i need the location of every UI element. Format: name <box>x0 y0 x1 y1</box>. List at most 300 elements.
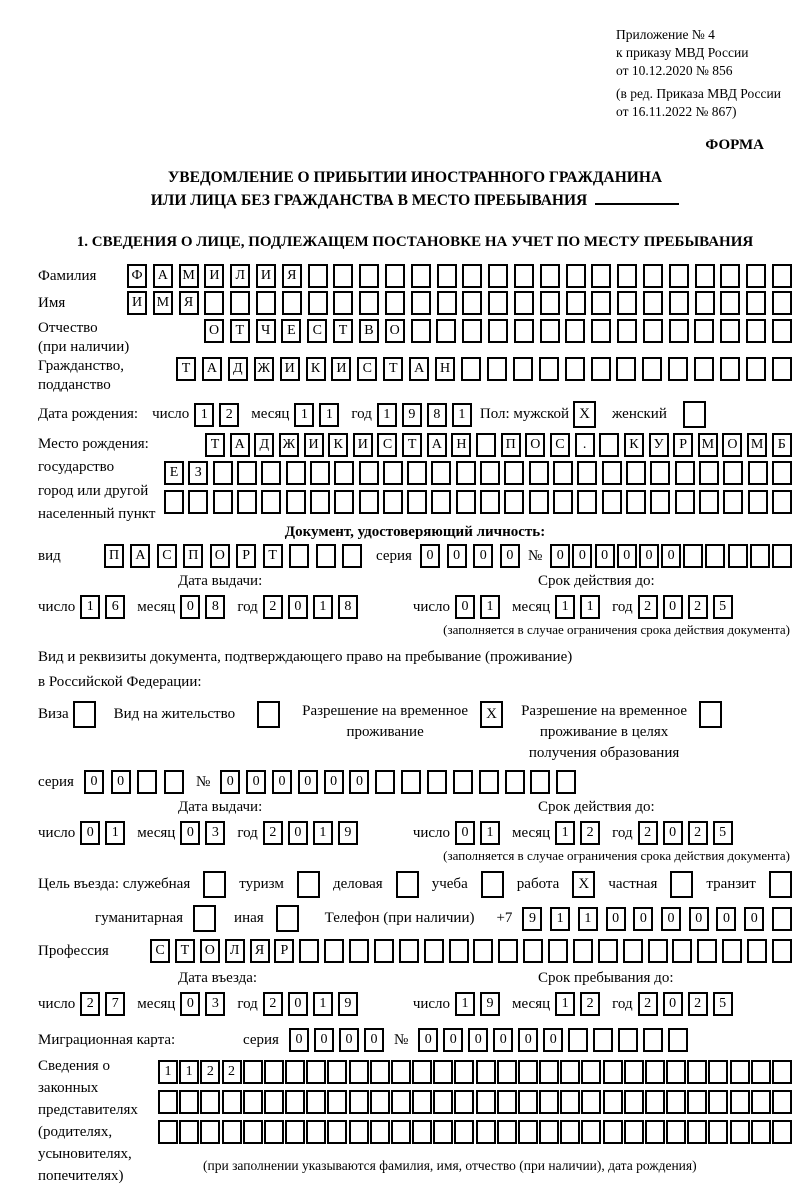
char-cell[interactable] <box>391 1120 411 1144</box>
char-cell[interactable]: Т <box>175 939 195 963</box>
char-cell[interactable] <box>772 319 792 343</box>
char-cell[interactable] <box>560 1060 580 1084</box>
sex-male-checkbox[interactable]: X <box>573 401 596 428</box>
char-cell[interactable]: Д <box>254 433 274 457</box>
char-cell[interactable]: А <box>202 357 222 381</box>
char-cell[interactable]: 0 <box>288 595 308 619</box>
char-cell[interactable] <box>476 1120 496 1144</box>
char-cell[interactable] <box>383 490 403 514</box>
char-cell[interactable] <box>565 357 585 381</box>
char-cell[interactable] <box>720 264 740 288</box>
char-cell[interactable] <box>540 319 560 343</box>
char-cell[interactable] <box>705 544 725 568</box>
char-cell[interactable] <box>591 291 611 315</box>
char-cell[interactable]: 0 <box>663 992 683 1016</box>
char-cell[interactable]: 0 <box>606 907 626 931</box>
char-cell[interactable]: В <box>359 319 379 343</box>
char-cell[interactable] <box>285 1090 305 1114</box>
char-cell[interactable] <box>539 1120 559 1144</box>
char-cell[interactable] <box>497 1090 517 1114</box>
char-cell[interactable]: 1 <box>313 821 333 845</box>
char-cell[interactable] <box>237 490 257 514</box>
char-cell[interactable] <box>720 291 740 315</box>
char-cell[interactable] <box>728 544 748 568</box>
char-cell[interactable] <box>436 319 456 343</box>
char-cell[interactable]: 2 <box>200 1060 220 1084</box>
char-cell[interactable] <box>666 1060 686 1084</box>
char-cell[interactable]: М <box>698 433 718 457</box>
char-cell[interactable] <box>748 490 768 514</box>
char-cell[interactable] <box>687 1120 707 1144</box>
char-cell[interactable]: 0 <box>744 907 764 931</box>
char-cell[interactable]: 0 <box>473 544 493 568</box>
char-cell[interactable] <box>370 1060 390 1084</box>
char-cell[interactable] <box>264 1060 284 1084</box>
char-cell[interactable] <box>462 291 482 315</box>
char-cell[interactable] <box>699 490 719 514</box>
char-cell[interactable]: 0 <box>633 907 653 931</box>
char-cell[interactable] <box>616 357 636 381</box>
char-cell[interactable] <box>327 1090 347 1114</box>
char-cell[interactable]: 0 <box>661 544 681 568</box>
char-cell[interactable] <box>645 1090 665 1114</box>
char-cell[interactable]: 0 <box>447 544 467 568</box>
char-cell[interactable] <box>334 461 354 485</box>
char-cell[interactable] <box>256 291 276 315</box>
char-cell[interactable] <box>407 490 427 514</box>
char-cell[interactable] <box>488 264 508 288</box>
char-cell[interactable] <box>412 1060 432 1084</box>
char-cell[interactable] <box>529 490 549 514</box>
char-cell[interactable] <box>164 490 184 514</box>
char-cell[interactable] <box>666 1090 686 1114</box>
char-cell[interactable]: С <box>550 433 570 457</box>
char-cell[interactable] <box>751 1090 771 1114</box>
char-cell[interactable]: 2 <box>580 821 600 845</box>
char-cell[interactable] <box>748 461 768 485</box>
char-cell[interactable] <box>497 1120 517 1144</box>
char-cell[interactable]: Я <box>282 264 302 288</box>
char-cell[interactable]: С <box>307 319 327 343</box>
char-cell[interactable] <box>431 490 451 514</box>
char-cell[interactable]: О <box>200 939 220 963</box>
char-cell[interactable] <box>618 1028 638 1052</box>
char-cell[interactable] <box>456 490 476 514</box>
char-cell[interactable] <box>488 319 508 343</box>
char-cell[interactable]: 1 <box>555 992 575 1016</box>
char-cell[interactable]: Я <box>179 291 199 315</box>
char-cell[interactable] <box>285 1120 305 1144</box>
char-cell[interactable] <box>523 939 543 963</box>
char-cell[interactable] <box>581 1120 601 1144</box>
char-cell[interactable] <box>286 490 306 514</box>
char-cell[interactable] <box>645 1120 665 1144</box>
char-cell[interactable] <box>333 291 353 315</box>
char-cell[interactable] <box>772 490 792 514</box>
char-cell[interactable]: А <box>409 357 429 381</box>
other-checkbox[interactable] <box>276 905 299 932</box>
char-cell[interactable]: Л <box>225 939 245 963</box>
char-cell[interactable]: 2 <box>580 992 600 1016</box>
char-cell[interactable] <box>504 490 524 514</box>
char-cell[interactable] <box>603 1060 623 1084</box>
char-cell[interactable] <box>772 544 792 568</box>
char-cell[interactable] <box>513 357 533 381</box>
char-cell[interactable]: 3 <box>205 992 225 1016</box>
char-cell[interactable]: 0 <box>180 595 200 619</box>
char-cell[interactable] <box>488 291 508 315</box>
char-cell[interactable] <box>626 461 646 485</box>
char-cell[interactable] <box>282 291 302 315</box>
char-cell[interactable]: И <box>127 291 147 315</box>
char-cell[interactable]: 0 <box>180 821 200 845</box>
char-cell[interactable] <box>243 1090 263 1114</box>
char-cell[interactable] <box>577 461 597 485</box>
char-cell[interactable]: 9 <box>402 403 422 427</box>
char-cell[interactable]: 1 <box>294 403 314 427</box>
char-cell[interactable] <box>399 939 419 963</box>
char-cell[interactable]: Т <box>176 357 196 381</box>
char-cell[interactable]: 2 <box>219 403 239 427</box>
char-cell[interactable]: И <box>256 264 276 288</box>
char-cell[interactable] <box>626 490 646 514</box>
char-cell[interactable]: Т <box>383 357 403 381</box>
char-cell[interactable] <box>650 461 670 485</box>
char-cell[interactable]: З <box>188 461 208 485</box>
char-cell[interactable] <box>213 490 233 514</box>
char-cell[interactable] <box>730 1090 750 1114</box>
char-cell[interactable] <box>643 291 663 315</box>
char-cell[interactable] <box>308 291 328 315</box>
char-cell[interactable] <box>746 264 766 288</box>
char-cell[interactable] <box>518 1120 538 1144</box>
char-cell[interactable] <box>433 1120 453 1144</box>
char-cell[interactable] <box>456 461 476 485</box>
char-cell[interactable]: 0 <box>420 544 440 568</box>
char-cell[interactable] <box>261 461 281 485</box>
char-cell[interactable] <box>643 319 663 343</box>
char-cell[interactable] <box>747 939 767 963</box>
char-cell[interactable] <box>433 1060 453 1084</box>
char-cell[interactable]: 1 <box>158 1060 178 1084</box>
char-cell[interactable] <box>204 291 224 315</box>
char-cell[interactable] <box>750 544 770 568</box>
char-cell[interactable] <box>370 1090 390 1114</box>
business-checkbox[interactable] <box>396 871 419 898</box>
char-cell[interactable] <box>720 357 740 381</box>
char-cell[interactable]: М <box>747 433 767 457</box>
char-cell[interactable] <box>603 1120 623 1144</box>
char-cell[interactable] <box>370 1120 390 1144</box>
char-cell[interactable]: С <box>157 544 177 568</box>
char-cell[interactable] <box>179 1120 199 1144</box>
char-cell[interactable] <box>401 770 421 794</box>
char-cell[interactable] <box>306 1060 326 1084</box>
char-cell[interactable] <box>424 939 444 963</box>
char-cell[interactable] <box>261 490 281 514</box>
char-cell[interactable] <box>573 939 593 963</box>
char-cell[interactable] <box>751 1120 771 1144</box>
char-cell[interactable]: 0 <box>314 1028 334 1052</box>
char-cell[interactable]: И <box>204 264 224 288</box>
char-cell[interactable] <box>349 1120 369 1144</box>
char-cell[interactable]: 5 <box>713 595 733 619</box>
char-cell[interactable] <box>480 490 500 514</box>
char-cell[interactable] <box>349 939 369 963</box>
char-cell[interactable] <box>723 490 743 514</box>
char-cell[interactable] <box>462 319 482 343</box>
char-cell[interactable] <box>772 939 792 963</box>
char-cell[interactable]: У <box>649 433 669 457</box>
char-cell[interactable]: О <box>385 319 405 343</box>
char-cell[interactable] <box>539 1060 559 1084</box>
char-cell[interactable] <box>694 319 714 343</box>
char-cell[interactable]: Т <box>402 433 422 457</box>
char-cell[interactable] <box>568 1028 588 1052</box>
char-cell[interactable] <box>324 939 344 963</box>
char-cell[interactable] <box>200 1120 220 1144</box>
char-cell[interactable]: 1 <box>313 595 333 619</box>
char-cell[interactable] <box>497 1060 517 1084</box>
char-cell[interactable]: 6 <box>105 595 125 619</box>
char-cell[interactable] <box>498 939 518 963</box>
char-cell[interactable]: П <box>501 433 521 457</box>
char-cell[interactable]: Т <box>333 319 353 343</box>
char-cell[interactable] <box>650 490 670 514</box>
char-cell[interactable] <box>669 319 689 343</box>
char-cell[interactable]: 2 <box>222 1060 242 1084</box>
char-cell[interactable] <box>158 1120 178 1144</box>
char-cell[interactable] <box>540 264 560 288</box>
char-cell[interactable] <box>411 264 431 288</box>
char-cell[interactable]: 9 <box>522 907 542 931</box>
char-cell[interactable] <box>412 1090 432 1114</box>
char-cell[interactable]: Б <box>772 433 792 457</box>
char-cell[interactable]: 5 <box>713 992 733 1016</box>
char-cell[interactable]: 0 <box>349 770 369 794</box>
char-cell[interactable]: 8 <box>205 595 225 619</box>
char-cell[interactable] <box>514 319 534 343</box>
char-cell[interactable] <box>602 461 622 485</box>
char-cell[interactable]: 1 <box>80 595 100 619</box>
char-cell[interactable]: 0 <box>443 1028 463 1052</box>
char-cell[interactable] <box>505 770 525 794</box>
char-cell[interactable]: Ч <box>256 319 276 343</box>
char-cell[interactable] <box>137 770 157 794</box>
char-cell[interactable] <box>454 1090 474 1114</box>
char-cell[interactable] <box>683 544 703 568</box>
char-cell[interactable] <box>687 1090 707 1114</box>
char-cell[interactable]: 0 <box>661 907 681 931</box>
char-cell[interactable]: 0 <box>455 595 475 619</box>
char-cell[interactable]: П <box>183 544 203 568</box>
char-cell[interactable] <box>772 1060 792 1084</box>
char-cell[interactable]: 2 <box>263 595 283 619</box>
char-cell[interactable] <box>645 1060 665 1084</box>
char-cell[interactable] <box>411 291 431 315</box>
char-cell[interactable] <box>518 1090 538 1114</box>
char-cell[interactable] <box>648 939 668 963</box>
char-cell[interactable] <box>772 1090 792 1114</box>
char-cell[interactable] <box>359 490 379 514</box>
char-cell[interactable] <box>577 490 597 514</box>
char-cell[interactable]: С <box>377 433 397 457</box>
char-cell[interactable]: 7 <box>105 992 125 1016</box>
char-cell[interactable]: Т <box>263 544 283 568</box>
char-cell[interactable]: 1 <box>194 403 214 427</box>
temp-residence-checkbox[interactable]: X <box>480 701 503 728</box>
char-cell[interactable]: 0 <box>339 1028 359 1052</box>
char-cell[interactable] <box>310 490 330 514</box>
char-cell[interactable]: Я <box>250 939 270 963</box>
char-cell[interactable]: И <box>331 357 351 381</box>
char-cell[interactable] <box>504 461 524 485</box>
char-cell[interactable]: 1 <box>578 907 598 931</box>
char-cell[interactable] <box>487 357 507 381</box>
char-cell[interactable] <box>308 264 328 288</box>
char-cell[interactable] <box>687 1060 707 1084</box>
char-cell[interactable] <box>565 319 585 343</box>
char-cell[interactable] <box>476 1090 496 1114</box>
char-cell[interactable]: А <box>153 264 173 288</box>
char-cell[interactable]: 0 <box>663 595 683 619</box>
char-cell[interactable] <box>391 1060 411 1084</box>
char-cell[interactable] <box>643 264 663 288</box>
char-cell[interactable] <box>602 490 622 514</box>
char-cell[interactable]: К <box>624 433 644 457</box>
char-cell[interactable]: 2 <box>263 821 283 845</box>
char-cell[interactable] <box>591 319 611 343</box>
char-cell[interactable] <box>642 357 662 381</box>
char-cell[interactable]: . <box>575 433 595 457</box>
char-cell[interactable] <box>617 319 637 343</box>
char-cell[interactable]: 1 <box>313 992 333 1016</box>
char-cell[interactable] <box>623 939 643 963</box>
char-cell[interactable]: А <box>427 433 447 457</box>
char-cell[interactable] <box>540 291 560 315</box>
char-cell[interactable] <box>624 1120 644 1144</box>
char-cell[interactable]: 0 <box>518 1028 538 1052</box>
char-cell[interactable] <box>708 1120 728 1144</box>
char-cell[interactable] <box>306 1120 326 1144</box>
char-cell[interactable]: П <box>104 544 124 568</box>
char-cell[interactable] <box>449 939 469 963</box>
char-cell[interactable] <box>158 1090 178 1114</box>
char-cell[interactable]: 3 <box>205 821 225 845</box>
char-cell[interactable] <box>695 291 715 315</box>
char-cell[interactable]: 0 <box>468 1028 488 1052</box>
char-cell[interactable] <box>722 939 742 963</box>
char-cell[interactable]: 0 <box>550 544 570 568</box>
char-cell[interactable]: 0 <box>543 1028 563 1052</box>
char-cell[interactable]: 0 <box>298 770 318 794</box>
char-cell[interactable] <box>581 1090 601 1114</box>
char-cell[interactable]: 8 <box>338 595 358 619</box>
char-cell[interactable]: А <box>130 544 150 568</box>
char-cell[interactable]: 0 <box>111 770 131 794</box>
char-cell[interactable] <box>383 461 403 485</box>
char-cell[interactable]: 0 <box>572 544 592 568</box>
char-cell[interactable]: 2 <box>688 821 708 845</box>
char-cell[interactable]: Р <box>673 433 693 457</box>
char-cell[interactable] <box>556 770 576 794</box>
char-cell[interactable] <box>385 264 405 288</box>
char-cell[interactable] <box>164 770 184 794</box>
char-cell[interactable]: 1 <box>319 403 339 427</box>
char-cell[interactable]: 0 <box>289 1028 309 1052</box>
char-cell[interactable] <box>286 461 306 485</box>
char-cell[interactable] <box>599 433 619 457</box>
char-cell[interactable] <box>349 1090 369 1114</box>
char-cell[interactable]: 1 <box>105 821 125 845</box>
char-cell[interactable]: Д <box>228 357 248 381</box>
char-cell[interactable]: Ф <box>127 264 147 288</box>
char-cell[interactable]: Р <box>274 939 294 963</box>
char-cell[interactable]: 1 <box>179 1060 199 1084</box>
char-cell[interactable]: О <box>722 433 742 457</box>
char-cell[interactable] <box>668 357 688 381</box>
char-cell[interactable]: 0 <box>180 992 200 1016</box>
char-cell[interactable] <box>672 939 692 963</box>
char-cell[interactable]: Н <box>451 433 471 457</box>
char-cell[interactable] <box>591 264 611 288</box>
char-cell[interactable]: 5 <box>713 821 733 845</box>
char-cell[interactable] <box>772 291 792 315</box>
char-cell[interactable]: Ж <box>279 433 299 457</box>
char-cell[interactable] <box>772 264 792 288</box>
char-cell[interactable]: Е <box>281 319 301 343</box>
char-cell[interactable] <box>476 1060 496 1084</box>
char-cell[interactable]: 2 <box>263 992 283 1016</box>
char-cell[interactable] <box>566 291 586 315</box>
char-cell[interactable]: О <box>525 433 545 457</box>
char-cell[interactable] <box>243 1060 263 1084</box>
char-cell[interactable]: 1 <box>452 403 472 427</box>
char-cell[interactable] <box>289 544 309 568</box>
char-cell[interactable] <box>237 461 257 485</box>
char-cell[interactable] <box>222 1120 242 1144</box>
char-cell[interactable] <box>772 461 792 485</box>
char-cell[interactable] <box>316 544 336 568</box>
char-cell[interactable]: 1 <box>555 821 575 845</box>
char-cell[interactable] <box>375 770 395 794</box>
char-cell[interactable] <box>427 770 447 794</box>
char-cell[interactable] <box>553 490 573 514</box>
char-cell[interactable] <box>437 264 457 288</box>
char-cell[interactable] <box>598 939 618 963</box>
char-cell[interactable] <box>342 544 362 568</box>
char-cell[interactable]: 0 <box>455 821 475 845</box>
char-cell[interactable] <box>699 461 719 485</box>
char-cell[interactable] <box>730 1120 750 1144</box>
char-cell[interactable] <box>453 770 473 794</box>
tourism-checkbox[interactable] <box>297 871 320 898</box>
char-cell[interactable]: 0 <box>272 770 292 794</box>
char-cell[interactable] <box>359 291 379 315</box>
char-cell[interactable]: И <box>353 433 373 457</box>
char-cell[interactable]: И <box>304 433 324 457</box>
char-cell[interactable]: 1 <box>550 907 570 931</box>
char-cell[interactable] <box>188 490 208 514</box>
char-cell[interactable] <box>560 1120 580 1144</box>
char-cell[interactable]: 9 <box>338 821 358 845</box>
char-cell[interactable] <box>454 1120 474 1144</box>
char-cell[interactable] <box>407 461 427 485</box>
char-cell[interactable] <box>708 1090 728 1114</box>
char-cell[interactable] <box>437 291 457 315</box>
char-cell[interactable] <box>566 264 586 288</box>
char-cell[interactable] <box>581 1060 601 1084</box>
